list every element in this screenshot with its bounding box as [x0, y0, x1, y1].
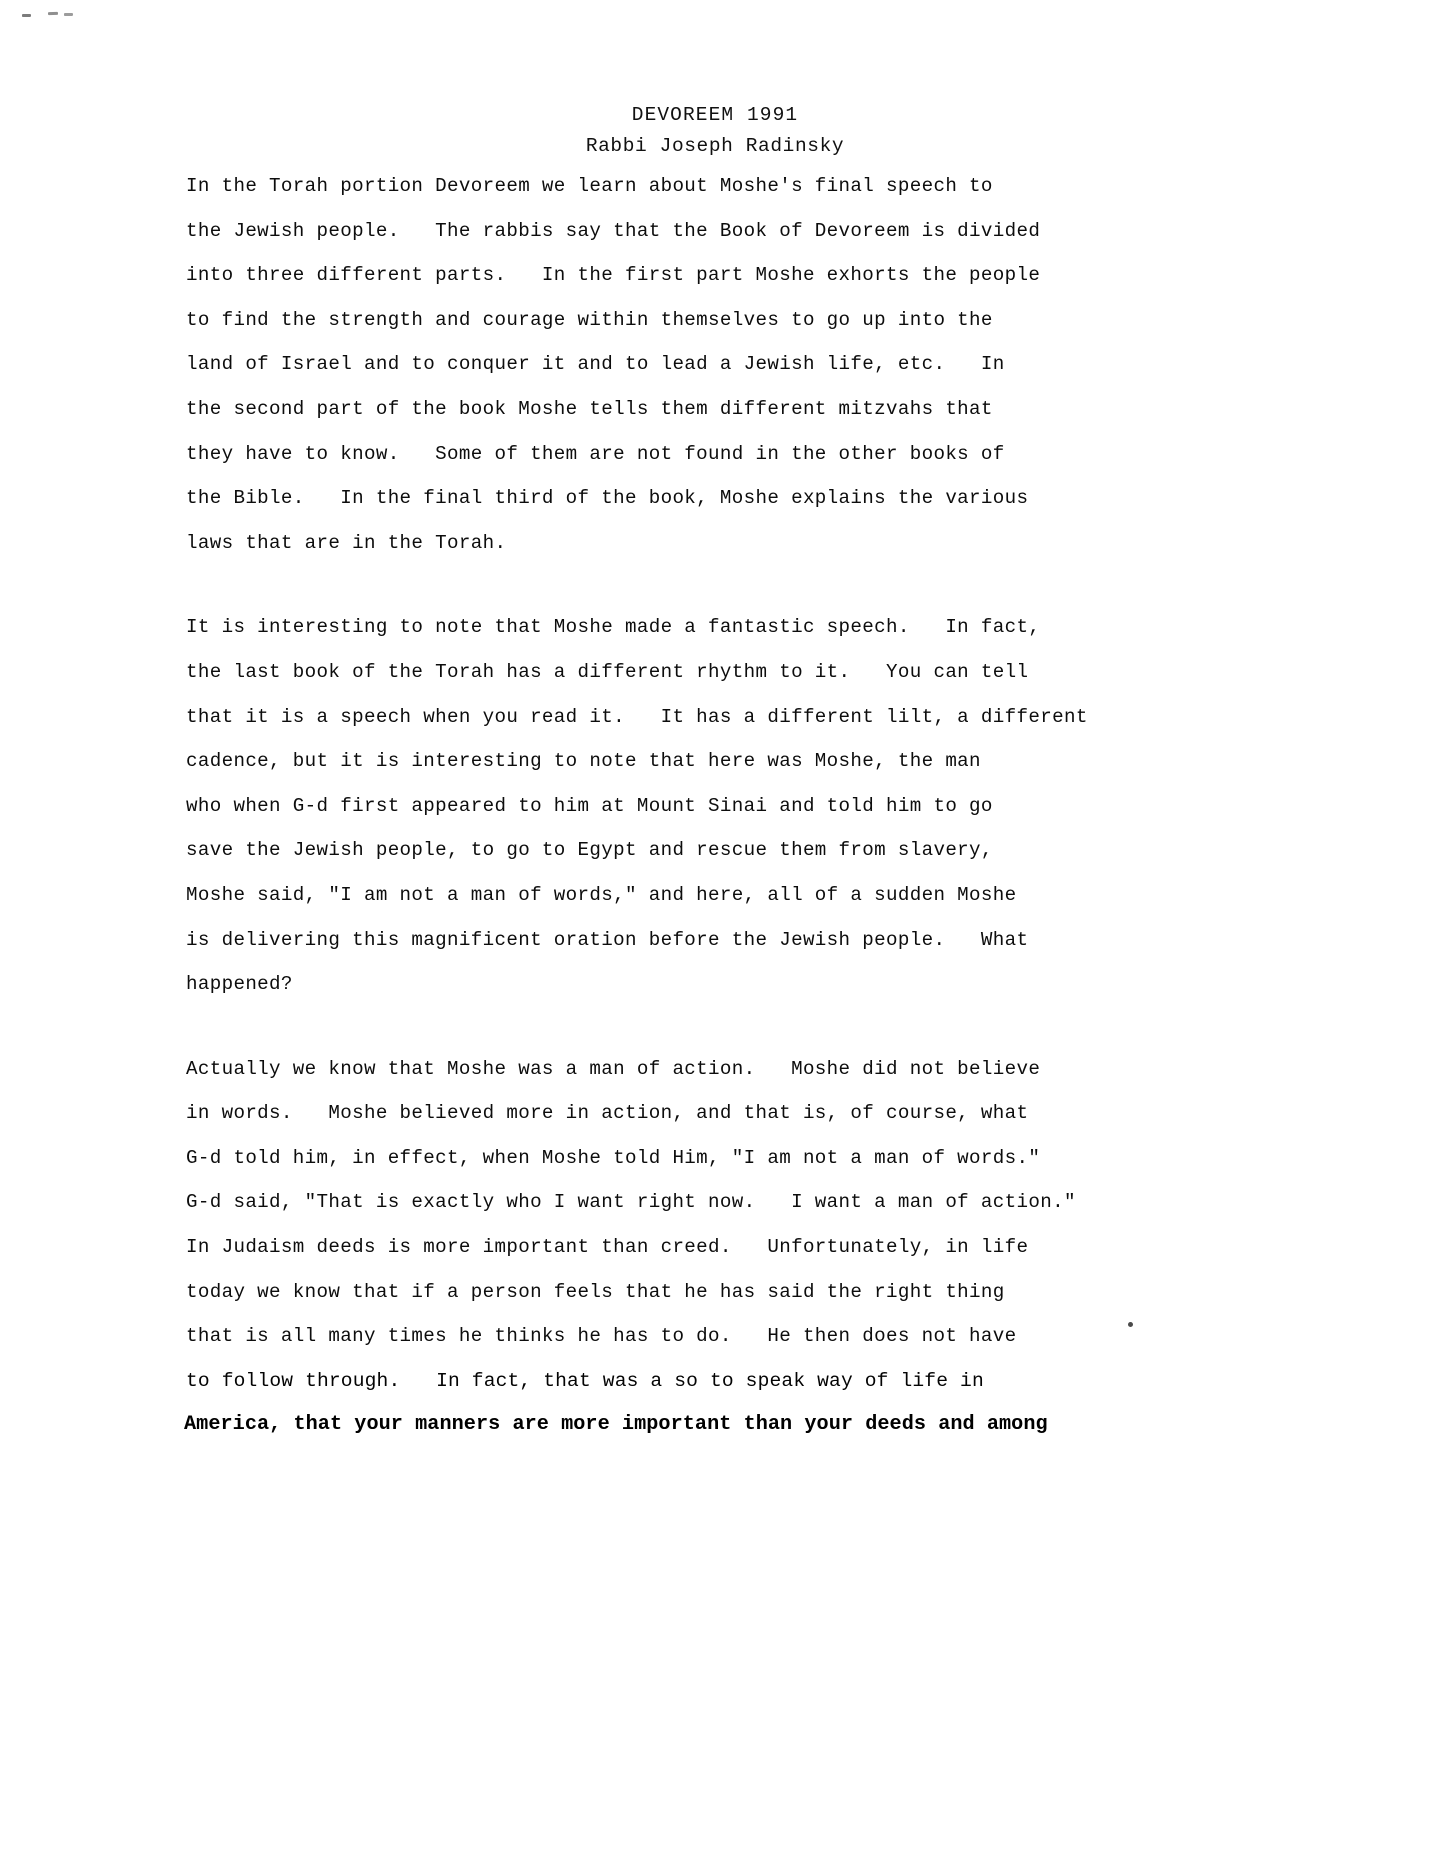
paragraph-3	[186, 1047, 1306, 1448]
text-line: Actually we know that Moshe was a man of action. Moshe did not believe	[186, 1057, 1041, 1080]
text-line: the second part of the book Moshe tells them different mitzvahs that	[186, 397, 993, 420]
document-title: DEVOREEM 1991	[631, 104, 799, 126]
text-line: is delivering this magnificent oration before the Jewish people. What	[186, 928, 1029, 951]
text-line: It is interesting to note that Moshe made a fantastic speech. In fact,	[186, 616, 1041, 639]
text-line: land of Israel and to conquer it and to lead a Jewish life, etc. In	[186, 353, 1005, 376]
text-line: happened?	[186, 973, 293, 996]
text-line: they have to know. Some of them are not found in the other books of	[186, 442, 1005, 465]
text-line: who when G-d first appeared to him at Mount Sinai and told him to go	[186, 794, 993, 817]
text-line: the Jewish people. The rabbis say that the Book of Devoreem is divided	[186, 219, 1041, 242]
text-line: save the Jewish people, to go to Egypt and rescue them from slavery,	[186, 839, 993, 862]
text-line: Moshe said, "I am not a man of words," and here, all of a sudden Moshe	[186, 883, 1017, 906]
document-body	[186, 164, 1306, 1448]
text-line: today we know that if a person feels that he has said the right thing	[186, 1280, 1005, 1303]
scan-artifact-mark	[48, 12, 58, 15]
document-author: Rabbi Joseph Radinsky	[585, 135, 845, 157]
text-line: in words. Moshe believed more in action, and that is, of course, what	[186, 1102, 1029, 1125]
text-line: In Judaism deeds is more important than creed. Unfortunately, in life	[186, 1236, 1029, 1259]
text-line: to find the strength and courage within themselves to go up into the	[186, 308, 993, 331]
text-line: laws that are in the Torah.	[186, 531, 507, 554]
document-header	[0, 100, 1430, 162]
scan-artifact-mark	[64, 13, 73, 16]
text-line: the Bible. In the final third of the book, Moshe explains the various	[186, 487, 1029, 510]
text-line: G-d said, "That is exactly who I want right now. I want a man of action."	[186, 1191, 1076, 1214]
text-line: In the Torah portion Devoreem we learn about Moshe's final speech to	[186, 175, 993, 197]
paragraph-2	[186, 605, 1306, 1006]
text-line: G-d told him, in effect, when Moshe told Him, "I am not a man of words."	[186, 1146, 1041, 1169]
text-line: the last book of the Torah has a different rhythm to it. You can tell	[186, 660, 1029, 683]
text-line: that it is a speech when you read it. It has a different lilt, a different	[186, 705, 1088, 728]
scan-artifact-mark	[22, 14, 31, 17]
paragraph-1	[186, 164, 1306, 565]
text-line: that is all many times he thinks he has to do. He then does not have	[186, 1325, 1017, 1348]
text-line: to follow through. In fact, that was a so to speak way of life in	[186, 1369, 984, 1392]
text-line: cadence, but it is interesting to note that here was Moshe, the man	[186, 750, 981, 773]
text-line: America, that your manners are more important than your deeds and among	[184, 1413, 1048, 1437]
text-line: into three different parts. In the first part Moshe exhorts the people	[186, 264, 1041, 287]
